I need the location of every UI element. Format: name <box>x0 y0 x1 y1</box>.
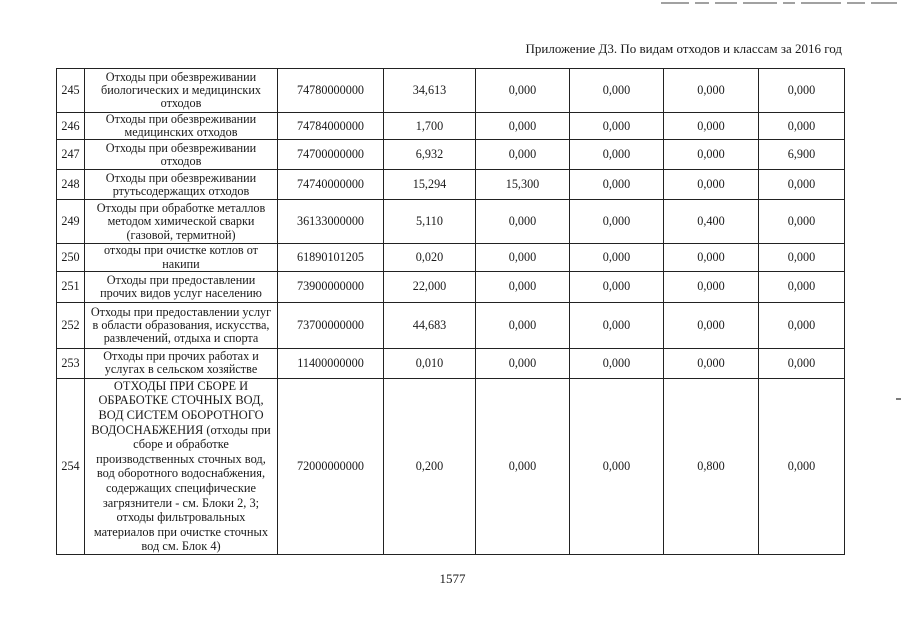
value-5-cell: 0,000 <box>759 348 845 378</box>
table-row <box>57 378 845 554</box>
value-3-cell: 0,000 <box>570 140 664 170</box>
table-row <box>57 170 845 200</box>
page-header: Приложение Д3. По видам отходов и классам за 2016 год <box>525 41 842 56</box>
value-2-cell: 0,000 <box>476 69 570 113</box>
waste-name-cell: Отходы при обезвреживании ртутьсодержащих отходов <box>85 170 278 200</box>
value-4-cell: 0,800 <box>664 378 759 554</box>
value-5-cell: 0,000 <box>759 378 845 554</box>
value-2-cell: 0,000 <box>476 200 570 244</box>
page-number: 1577 <box>439 571 466 586</box>
value-5-cell: 0,000 <box>759 271 845 302</box>
value-4-cell: 0,000 <box>664 113 759 140</box>
row-number-cell: 246 <box>57 113 85 140</box>
value-2-cell: 0,000 <box>476 271 570 302</box>
waste-code-cell: 74700000000 <box>278 140 384 170</box>
value-5-cell: 6,900 <box>759 140 845 170</box>
value-2-cell: 0,000 <box>476 244 570 271</box>
row-number-cell: 248 <box>57 170 85 200</box>
row-number-cell: 254 <box>57 378 85 554</box>
value-3-cell: 0,000 <box>570 200 664 244</box>
table-row <box>57 69 845 113</box>
value-1-cell: 0,020 <box>384 244 476 271</box>
waste-name-cell: Отходы при обработке металлов методом химической сварки (газовой, термитной) <box>85 200 278 244</box>
waste-name-cell: отходы при очистке котлов от накипи <box>85 244 278 271</box>
value-3-cell: 0,000 <box>570 271 664 302</box>
waste-name-cell: Отходы при предоставлении прочих видов услуг населению <box>85 271 278 302</box>
waste-name-cell: Отходы при обезвреживании биологических и медицинских отходов <box>85 69 278 113</box>
value-3-cell: 0,000 <box>570 170 664 200</box>
table-row <box>57 140 845 170</box>
row-number-cell: 245 <box>57 69 85 113</box>
table-row <box>57 244 845 271</box>
waste-name-cell: Отходы при прочих работах и услугах в сельском хозяйстве <box>85 348 278 378</box>
waste-code-cell: 74740000000 <box>278 170 384 200</box>
value-1-cell: 6,932 <box>384 140 476 170</box>
value-2-cell: 15,300 <box>476 170 570 200</box>
row-number-cell: 249 <box>57 200 85 244</box>
waste-name-cell: Отходы при обезвреживании медицинских отходов <box>85 113 278 140</box>
value-2-cell: 0,000 <box>476 113 570 140</box>
value-3-cell: 0,000 <box>570 244 664 271</box>
table-body <box>57 69 845 555</box>
waste-code-cell: 36133000000 <box>278 200 384 244</box>
row-number-cell: 252 <box>57 302 85 348</box>
value-1-cell: 34,613 <box>384 69 476 113</box>
waste-code-cell: 73700000000 <box>278 302 384 348</box>
waste-code-cell: 74780000000 <box>278 69 384 113</box>
value-5-cell: 0,000 <box>759 170 845 200</box>
value-5-cell: 0,000 <box>759 69 845 113</box>
waste-name-cell: Отходы при предоставлении услуг в области образования, искусства, развлечений, отдыха и спорта <box>85 302 278 348</box>
waste-code-cell: 74784000000 <box>278 113 384 140</box>
value-3-cell: 0,000 <box>570 378 664 554</box>
waste-code-cell: 72000000000 <box>278 378 384 554</box>
value-3-cell: 0,000 <box>570 302 664 348</box>
waste-code-cell: 61890101205 <box>278 244 384 271</box>
waste-data-table <box>56 68 845 555</box>
value-5-cell: 0,000 <box>759 113 845 140</box>
waste-name-cell: Отходы при обезвреживании отходов <box>85 140 278 170</box>
value-2-cell: 0,000 <box>476 348 570 378</box>
value-2-cell: 0,000 <box>476 302 570 348</box>
value-4-cell: 0,400 <box>664 200 759 244</box>
value-4-cell: 0,000 <box>664 244 759 271</box>
waste-code-cell: 73900000000 <box>278 271 384 302</box>
value-4-cell: 0,000 <box>664 140 759 170</box>
table-row <box>57 113 845 140</box>
table-row <box>57 200 845 244</box>
scan-artifact-marks <box>597 0 905 6</box>
value-4-cell: 0,000 <box>664 302 759 348</box>
value-1-cell: 22,000 <box>384 271 476 302</box>
table-row <box>57 271 845 302</box>
row-number-cell: 251 <box>57 271 85 302</box>
value-4-cell: 0,000 <box>664 348 759 378</box>
value-2-cell: 0,000 <box>476 378 570 554</box>
value-4-cell: 0,000 <box>664 271 759 302</box>
value-2-cell: 0,000 <box>476 140 570 170</box>
value-4-cell: 0,000 <box>664 69 759 113</box>
table-row <box>57 348 845 378</box>
scan-edge-mark <box>896 398 901 400</box>
value-5-cell: 0,000 <box>759 200 845 244</box>
value-1-cell: 0,200 <box>384 378 476 554</box>
value-5-cell: 0,000 <box>759 302 845 348</box>
value-3-cell: 0,000 <box>570 69 664 113</box>
value-1-cell: 0,010 <box>384 348 476 378</box>
value-3-cell: 0,000 <box>570 348 664 378</box>
row-number-cell: 250 <box>57 244 85 271</box>
waste-name-cell: ОТХОДЫ ПРИ СБОРЕ И ОБРАБОТКЕ СТОЧНЫХ ВОД, ВОД СИСТЕМ ОБОРОТНОГО ВОДОСНАБЖЕНИЯ (отходы при сборе и обработке производственных сточных вод, вод оборотного водоснабжения, содержащих специфические загрязнители - см. Блоки 2, 3; отходы фильтровальных материалов при очистке сточных вод см. Блок 4) <box>85 378 278 554</box>
row-number-cell: 253 <box>57 348 85 378</box>
value-1-cell: 1,700 <box>384 113 476 140</box>
value-1-cell: 15,294 <box>384 170 476 200</box>
waste-code-cell: 11400000000 <box>278 348 384 378</box>
table-row <box>57 302 845 348</box>
value-1-cell: 5,110 <box>384 200 476 244</box>
row-number-cell: 247 <box>57 140 85 170</box>
value-4-cell: 0,000 <box>664 170 759 200</box>
value-1-cell: 44,683 <box>384 302 476 348</box>
value-3-cell: 0,000 <box>570 113 664 140</box>
value-5-cell: 0,000 <box>759 244 845 271</box>
